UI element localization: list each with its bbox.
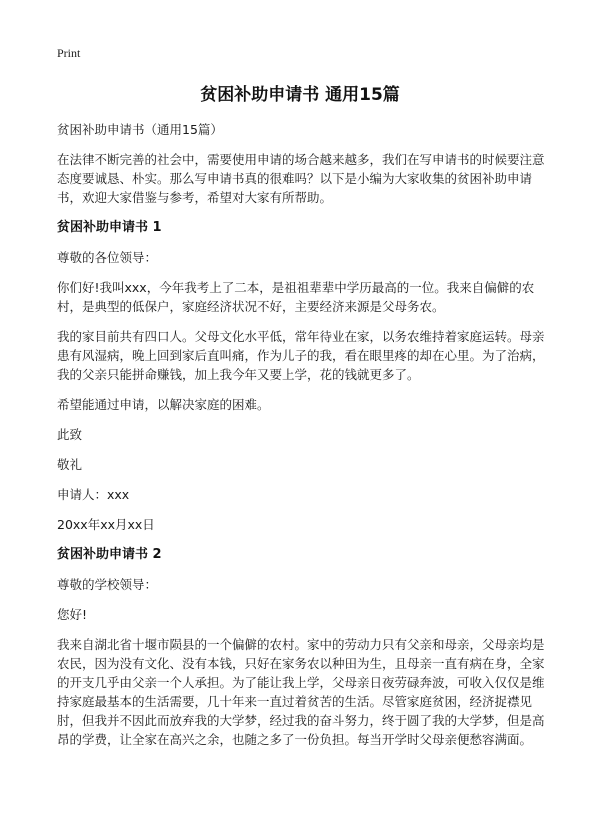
document-body [57, 120, 553, 756]
date-line: 20xx年xx月xx日 [57, 517, 155, 532]
greeting: 您好! [57, 607, 88, 622]
paragraph: 你们好!我叫xxx，今年我考上了二本，是祖祖辈辈中学历最高的一位。我来自偏僻的农村，是典型的低保户，家庭经济状况不好，主要经济来源是父母务农。 [57, 280, 535, 314]
paragraph: 我的家目前共有四口人。父母文化水平低，常年待业在家，以务农维持着家庭运转。母亲患有风湿病，晚上回到家后直叫痛，作为儿子的我，看在眼里疼的却在心里。为了治病，我的父亲只能拼命赚钱，加上我今年又要上学，花的钱就更多了。 [57, 329, 545, 382]
intro-paragraph: 在法律不断完善的社会中，需要使用申请的场合越来越多，我们在写申请书的时候要注意态度要诚恳、朴实。那么写申请书真的很难吗？以下是小编为大家收集的贫困补助申请书，欢迎大家借鉴与参考，希望对大家有所帮助。 [57, 152, 545, 205]
closing-line: 此致 [57, 427, 83, 442]
document-title: 贫困补助申请书 通用15篇 [200, 85, 400, 105]
paragraph: 希望能通过申请，以解决家庭的困难。 [57, 397, 270, 412]
greeting: 尊敬的各位领导： [57, 250, 158, 265]
print-link[interactable]: Print [57, 46, 81, 60]
paragraph: 我来自湖北省十堰市陨县的一个偏僻的农村。家中的劳动力只有父亲和母亲，父母亲均是农民，因为没有文化、没有本钱，只好在家务农以种田为生，且母亲一直有病在身，全家的开支几乎由父亲一个人承担。为了能让我上学，父母亲日夜劳碌奔波，可收入仅仅是维持家庭最基本的生活需要，几十年来一直过着贫苦的生活。尽管家庭贫困，经济捉襟见肘，但我并不因此而放弃我的大学梦，经过我的奋斗努力，终于圆了我的大学梦，但是高昂的学费，让全家在高兴之余，也随之多了一份负担。每当开学时父母亲便愁容满面。 [57, 637, 545, 747]
document-subtitle: 贫困补助申请书（通用15篇） [57, 122, 223, 137]
closing-line: 敬礼 [57, 457, 83, 472]
section-heading: 贫困补助申请书 1 [57, 220, 162, 235]
applicant-line: 申请人：xxx [57, 487, 130, 502]
section-heading: 贫困补助申请书 2 [57, 547, 162, 562]
greeting: 尊敬的学校领导： [57, 577, 158, 592]
